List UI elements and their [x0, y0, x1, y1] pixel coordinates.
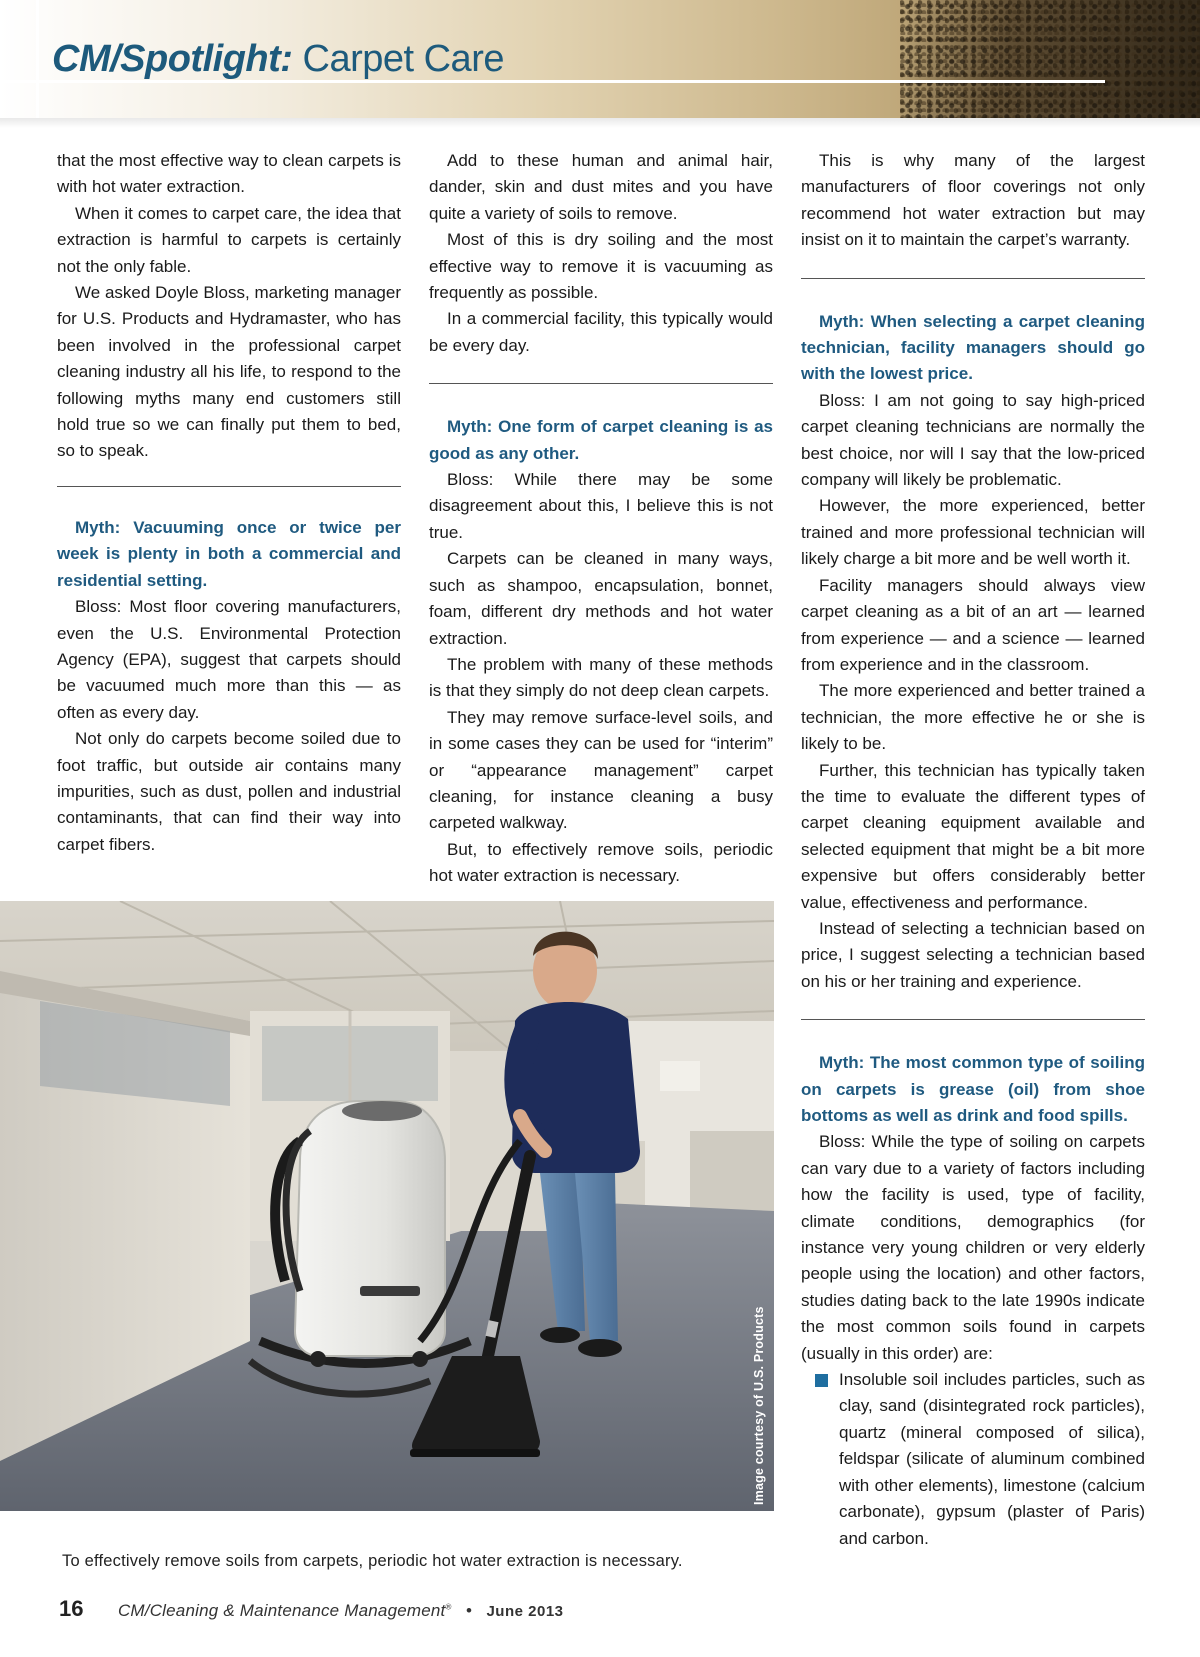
page-number: 16: [59, 1596, 84, 1621]
paragraph: Bloss: Most floor covering manufacturers, even the U.S. Environmental Protection Agency (EPA), suggest that carpets should be vacuumed much more than this — as often as every day.: [57, 597, 401, 722]
paragraph: Most of this is dry soiling and the most effective way to remove it is vacuuming as frequently as possible.: [429, 230, 773, 303]
paragraph: This is why many of the largest manufacturers of floor coverings not only recommend hot water extraction but may insist on it to maintain the carpet’s warranty.: [801, 151, 1145, 250]
registered-mark: ®: [445, 1602, 452, 1612]
square-bullet-icon: [815, 1374, 828, 1387]
myth-heading: Myth: When selecting a carpet cleaning technician, facility managers should go with the lowest price.: [801, 311, 1145, 384]
page-footer: [59, 1596, 564, 1622]
paragraph: Further, this technician has typically taken the time to evaluate the different types of carpet cleaning equipment available and selected equipment that might be a bit more expensive but offers considerably better value, effectiveness and performance.: [801, 760, 1145, 912]
publication-name: [118, 1601, 452, 1620]
paragraph: Not only do carpets become soiled due to foot traffic, but outside air contains many impurities, such as dust, pollen and industrial contaminants, that can find their way into carpet fibers.: [57, 729, 401, 854]
paragraph: Bloss: I am not going to say high-priced carpet cleaning technicians are normally the best choice, nor will I say that the low-priced company will likely be problematic.: [801, 390, 1145, 490]
section-divider: [801, 1019, 1145, 1020]
header-banner: [0, 0, 1200, 120]
paragraph: However, the more experienced, better trained and more professional technician will likely charge a bit more and be well worth it.: [801, 496, 1145, 569]
paragraph: Add to these human and animal hair, dander, skin and dust mites and you have quite a variety of soils to remove.: [429, 151, 773, 223]
section-divider: [57, 486, 401, 487]
carpet-extraction-photo: [0, 901, 774, 1511]
paragraph: When it comes to carpet care, the idea that extraction is harmful to carpets is certainly not the only fable.: [57, 203, 401, 276]
paragraph: Bloss: While the type of soiling on carpets can vary due to a variety of factors including how the facility is used, type of facility, climate conditions, demographics (for instance very young children or very elderly people using the location) and other factors, studies dating back to the late 1990s indicate the most common soils found in carpets (usually in this order) are:: [801, 1132, 1145, 1363]
paragraph: The problem with many of these methods is that they simply do not deep clean carpets.: [429, 654, 773, 701]
bullet-text: Insoluble soil includes particles, such as clay, sand (disintegrated rock particles), quartz (mineral composed of silica), feldspar (silicate of aluminum combined with other elements), limestone (calcium carbonate), gypsum (plaster of Paris) and carbon.: [839, 1370, 1145, 1548]
section-title-light: Carpet Care: [302, 38, 504, 80]
paragraph: Facility managers should always view carpet cleaning as a bit of an art — learned from experience — and a science — learned from experience and in the classroom.: [801, 575, 1145, 674]
bullet-list-item: [801, 1367, 1145, 1552]
office-cleaning-illustration: [0, 901, 774, 1511]
footer-separator: •: [466, 1601, 472, 1620]
paragraph: Bloss: While there may be some disagreement about this, I believe this is not true.: [429, 470, 773, 542]
paragraph: They may remove surface-level soils, and in some cases they can be used for “interim” or “appearance management” carpet cleaning, for instance cleaning a busy carpeted walkway.: [429, 707, 773, 833]
myth-heading: Myth: Vacuuming once or twice per week is plenty in both a commercial and residential setting.: [57, 517, 401, 590]
photo-caption: To effectively remove soils from carpets, periodic hot water extraction is necessary.: [62, 1552, 683, 1570]
banner-vertical-line: [36, 0, 39, 120]
banner-shadow: [0, 118, 1200, 128]
photo-credit: Image courtesy of U.S. Products: [752, 1306, 766, 1505]
paragraph: We asked Doyle Bloss, marketing manager for U.S. Products and Hydramaster, who has been involved in the professional carpet cleaning industry all his life, to respond to the following myths many end customers still hold true so we can finally put them to bed, so to speak.: [57, 283, 401, 461]
myth-heading: Myth: The most common type of soiling on carpets is grease (oil) from shoe bottoms as well as drink and food spills.: [801, 1053, 1145, 1125]
paragraph: In a commercial facility, this typically would be every day.: [429, 309, 773, 355]
paragraph: The more experienced and better trained a technician, the more effective he or she is likely to be.: [801, 681, 1145, 754]
section-title-bold: CM/Spotlight:: [52, 38, 293, 80]
article-column-1: [57, 148, 401, 858]
section-divider: [429, 383, 773, 384]
paragraph: But, to effectively remove soils, periodic hot water extraction is necessary.: [429, 839, 773, 886]
paragraph: Instead of selecting a technician based on price, I suggest selecting a technician based on his or her training and experience.: [801, 918, 1145, 991]
paragraph: Carpets can be cleaned in many ways, such as shampoo, encapsulation, bonnet, foam, different dry methods and hot water extraction.: [429, 549, 773, 648]
article-column-3: [801, 148, 1145, 1552]
publication-title: CM/Cleaning & Maintenance Management: [117, 1601, 446, 1620]
myth-heading: Myth: One form of carpet cleaning is as good as any other.: [429, 417, 773, 463]
carpet-texture-image: [900, 0, 1200, 120]
section-divider: [801, 278, 1145, 279]
section-title: [52, 38, 504, 81]
article-column-2: [429, 148, 773, 890]
paragraph: that the most effective way to clean carpets is with hot water extraction.: [57, 151, 401, 197]
issue-date: June 2013: [486, 1603, 564, 1620]
